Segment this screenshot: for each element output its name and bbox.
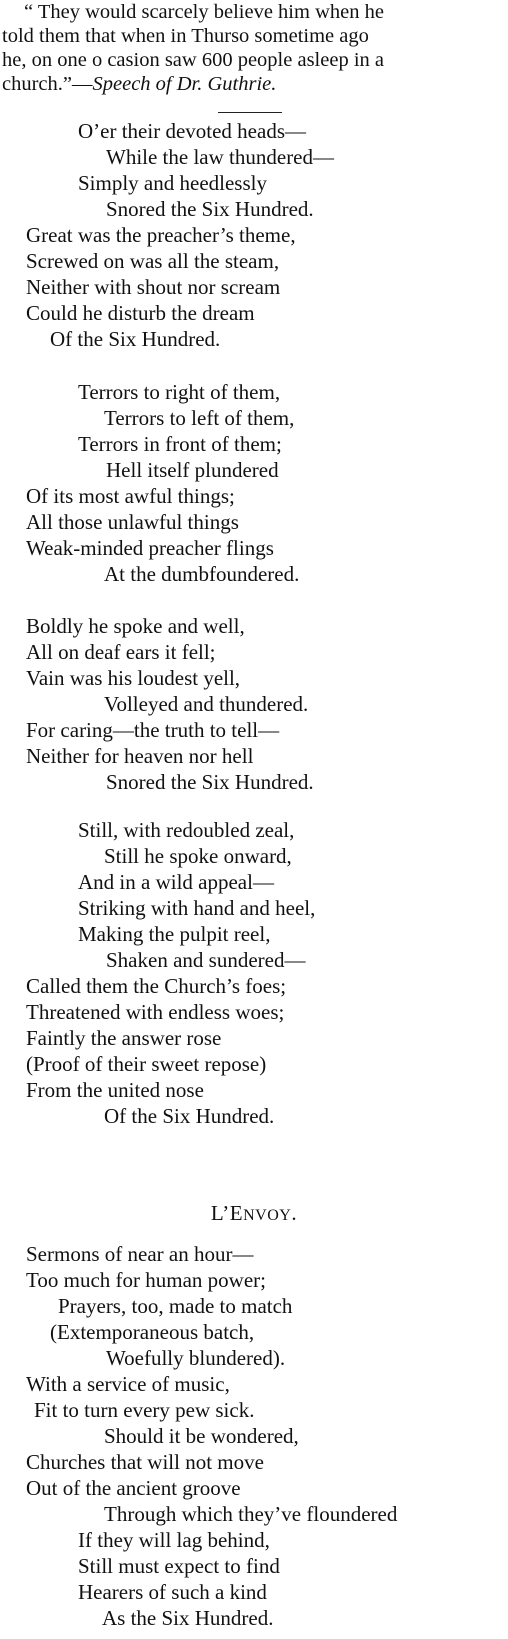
stanza-2 bbox=[0, 379, 508, 587]
poem-line: Shaken and sundered— bbox=[106, 948, 306, 972]
poem-line: While the law thundered— bbox=[106, 145, 335, 169]
poem-line: Boldly he spoke and well, bbox=[26, 614, 245, 638]
poem-line: Of its most awful things; bbox=[26, 484, 235, 508]
poem-line: Churches that will not move bbox=[26, 1450, 264, 1474]
poem-line: Great was the preacher’s theme, bbox=[26, 223, 296, 247]
stanza-4 bbox=[0, 817, 508, 1129]
poem-line: Woefully blundered). bbox=[106, 1346, 286, 1370]
poem-line: And in a wild appeal— bbox=[78, 870, 274, 894]
poem-line: Of the Six Hundred. bbox=[104, 1104, 275, 1128]
poem-line: Hell itself plundered bbox=[106, 458, 279, 482]
poem-line: Screwed on was all the steam, bbox=[26, 249, 280, 273]
poem-line: (Extemporaneous batch, bbox=[50, 1320, 255, 1344]
poem-line: For caring—the truth to tell— bbox=[26, 718, 280, 742]
poem-line: Too much for human power; bbox=[26, 1268, 266, 1292]
poem-line: Should it be wondered, bbox=[104, 1424, 299, 1448]
poem-line: At the dumbfoundered. bbox=[104, 562, 300, 586]
poem-line: With a service of music, bbox=[26, 1372, 230, 1396]
stanza-3 bbox=[0, 613, 508, 795]
poem-line: Fit to turn every pew sick. bbox=[34, 1398, 255, 1422]
poem-line: Weak-minded preacher flings bbox=[26, 536, 274, 560]
poem-line: Sermons of near an hour— bbox=[26, 1242, 254, 1266]
section-heading-lenvoy bbox=[0, 1200, 508, 1229]
epigraph-line: he, on one o casion saw 600 people asleep in a bbox=[2, 49, 384, 71]
poem-line: Terrors in front of them; bbox=[78, 432, 282, 456]
poem-line: Terrors to left of them, bbox=[104, 406, 295, 430]
stanza-1 bbox=[0, 118, 508, 352]
poem-line: Threatened with endless woes; bbox=[26, 1000, 285, 1024]
poem-line: Out of the ancient groove bbox=[26, 1476, 241, 1500]
poem-line: All those unlawful things bbox=[26, 510, 239, 534]
poem-line: Terrors to right of them, bbox=[78, 380, 281, 404]
poem-line: Through which they’ve floundered bbox=[104, 1502, 398, 1526]
poem-line: Vain was his loudest yell, bbox=[26, 666, 241, 690]
heading-initial: L’E bbox=[210, 1201, 244, 1225]
poem-line: Faintly the answer rose bbox=[26, 1026, 222, 1050]
epigraph-line-start: church.”— bbox=[2, 73, 93, 95]
epigraph-citation: Speech of Dr. Guthrie. bbox=[92, 73, 277, 95]
poem-line: (Proof of their sweet repose) bbox=[26, 1052, 267, 1076]
poem-line: Making the pulpit reel, bbox=[78, 922, 271, 946]
poem-line: Striking with hand and heel, bbox=[78, 896, 316, 920]
stanza-5 bbox=[0, 1241, 508, 1631]
epigraph-line: told them that when in Thurso sometime ago bbox=[2, 25, 369, 47]
poem-line: Simply and heedlessly bbox=[78, 171, 267, 195]
epigraph bbox=[2, 0, 506, 96]
poem-line: Snored the Six Hundred. bbox=[106, 197, 314, 221]
poem-line: If they will lag behind, bbox=[78, 1528, 270, 1552]
poem-line: Prayers, too, made to match bbox=[58, 1294, 293, 1318]
epigraph-line: “ They would scarcely believe him when he bbox=[24, 1, 384, 23]
poem-line: Snored the Six Hundred. bbox=[106, 770, 314, 794]
poem-line: All on deaf ears it fell; bbox=[26, 640, 216, 664]
poem-line: Hearers of such a kind bbox=[78, 1580, 267, 1604]
poem-line: Could he disturb the dream bbox=[26, 301, 255, 325]
epigraph-last-line bbox=[2, 72, 506, 96]
heading-period: . bbox=[291, 1201, 298, 1225]
poem-line: Neither for heaven nor hell bbox=[26, 744, 254, 768]
poem-line: Neither with shout nor scream bbox=[26, 275, 281, 299]
poem-line: Still he spoke onward, bbox=[104, 844, 292, 868]
poem-line: Still must expect to find bbox=[78, 1554, 280, 1578]
poem-line: Of the Six Hundred. bbox=[50, 327, 221, 351]
poem-line: As the Six Hundred. bbox=[102, 1606, 274, 1630]
poem-line: Called them the Church’s foes; bbox=[26, 974, 287, 998]
poem-line: Volleyed and thundered. bbox=[104, 692, 309, 716]
poem-line: O’er their devoted heads— bbox=[78, 119, 306, 143]
heading-small-caps: NVOY bbox=[243, 1207, 292, 1224]
poem-line: From the united nose bbox=[26, 1078, 204, 1102]
separator-rule bbox=[218, 112, 282, 113]
poem-line: Still, with redoubled zeal, bbox=[78, 818, 295, 842]
